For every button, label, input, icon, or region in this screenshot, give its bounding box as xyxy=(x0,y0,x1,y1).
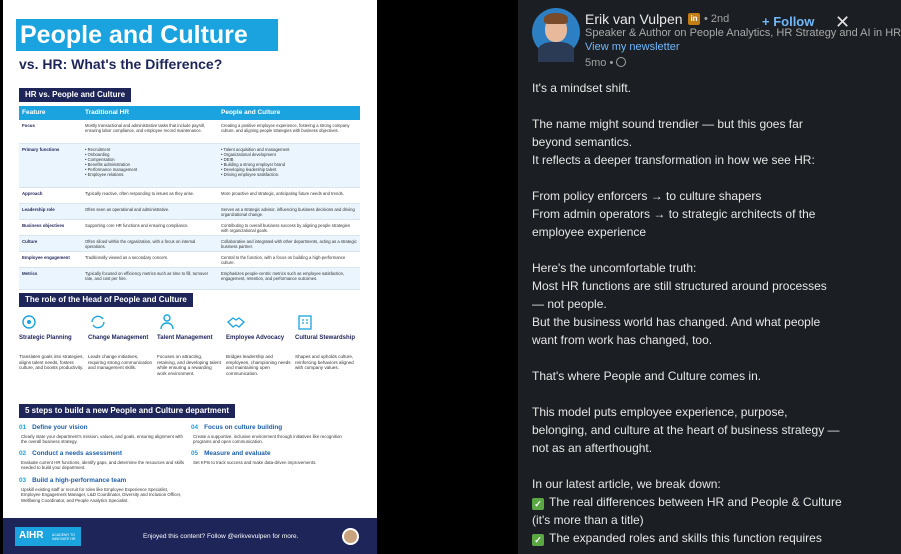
comparison-table xyxy=(19,106,360,290)
table-row xyxy=(19,252,360,268)
gear-head-icon xyxy=(19,312,39,332)
checklist-item xyxy=(532,529,842,547)
step-title-text: Define your vision xyxy=(32,424,88,431)
role-item xyxy=(19,312,88,376)
row-people-culture: Collaborative and integrated with other departments, acting as a strategic business partner. xyxy=(221,239,357,249)
row-people-culture: Contributing to overall business success by aligning people strategies with organizational goals. xyxy=(221,223,350,233)
header-feature: Feature xyxy=(22,109,46,116)
role-title: Strategic Planning xyxy=(19,335,72,341)
role-description: Bridges leadership and employees, championing needs and maintaining open communication. xyxy=(226,354,291,376)
cycle-icon xyxy=(88,312,108,332)
follow-button[interactable]: + Follow xyxy=(762,14,815,29)
paragraph-gap xyxy=(532,241,842,259)
role-item xyxy=(88,312,157,376)
role-title: Change Management xyxy=(88,335,149,341)
steps-heading: 5 steps to build a new People and Culture department xyxy=(19,404,235,418)
role-description: Focuses on attracting, retaining, and developing talent while ensuring a rewarding work environment. xyxy=(157,354,221,376)
post-time xyxy=(585,57,626,69)
logo-tagline: ACADEMY TO INNOVATE HR xyxy=(52,533,76,541)
paragraph-gap xyxy=(532,97,842,115)
post-paragraph: That's where People and Culture comes in. xyxy=(532,369,762,383)
step-item xyxy=(19,424,187,445)
row-feature: Business objectives xyxy=(22,223,65,228)
role-description: Leads change initiatives, requiring strong communication and management skills. xyxy=(88,354,153,371)
title-banner xyxy=(16,19,278,51)
row-traditional-hr: Mostly transactional and administrative tasks that include payroll, ensuring labor compliance, and employee record maintenance. xyxy=(85,123,206,133)
infographic-title: People and Culture xyxy=(20,21,248,49)
role-description: Shapes and upholds culture, reinforcing behaviors aligned with company values. xyxy=(295,354,354,371)
author-name[interactable]: Erik van Vulpen xyxy=(585,11,683,27)
connection-degree: • 2nd xyxy=(704,13,730,25)
step-number: 03 xyxy=(19,477,27,484)
step-title-text: Focus on culture building xyxy=(204,424,283,431)
row-people-culture: Emphasizes people-centric metrics such as employee satisfaction, engagement, retention, and performance outcomes. xyxy=(221,271,345,281)
step-item xyxy=(19,477,187,503)
roles-list xyxy=(19,312,364,376)
role-description: Translates goals into strategies, aligns talent needs, fosters culture, and boosts productivity. xyxy=(19,354,84,371)
building-icon xyxy=(295,312,315,332)
step-description: Evaluate current HR functions, identify gaps, and determine the resources and skills needed to build your department. xyxy=(21,460,185,471)
step-title xyxy=(19,424,187,431)
table-header-row xyxy=(19,106,360,120)
post-paragraph: Here's the uncomfortable truth: Most HR functions are still structured around processes — not people. But the business world has changed. And what people want from work has changed, too. xyxy=(532,261,827,347)
checklist-item xyxy=(532,493,842,529)
header-traditional-hr: Traditional HR xyxy=(85,109,130,116)
paragraph-gap xyxy=(532,457,842,475)
step-description: Clearly state your department's mission, values, and goals, ensuring alignment with the overall business strategy. xyxy=(21,434,183,445)
role-item xyxy=(295,312,364,376)
row-people-culture: Creating a positive employee experience, fostering a strong company culture, and aligning people strategies with business objectives. xyxy=(221,123,350,133)
globe-icon xyxy=(616,57,626,67)
step-description: Create a supportive, inclusive environment through initiatives like recognition programs and open communication. xyxy=(193,434,342,445)
step-number: 02 xyxy=(19,450,27,457)
role-item xyxy=(157,312,226,376)
checklist-text: The expanded roles and skills this function requires xyxy=(549,531,822,545)
row-people-culture: Central to the function, with a focus on building a high-performance culture. xyxy=(221,255,346,265)
row-people-culture: • Talent acquisition and management • Organizational development • DEIB • Building a strong employer brand • Developing leadership talent • Driving employee satisfaction. xyxy=(221,147,290,177)
step-number: 05 xyxy=(191,450,199,457)
step-number: 04 xyxy=(191,424,199,431)
step-title xyxy=(19,477,187,484)
table-row xyxy=(19,144,360,188)
table-row xyxy=(19,220,360,236)
step-description: Set KPIs to track success and make data-driven improvements. xyxy=(193,460,317,465)
post-paragraph: In our latest article, we break down: xyxy=(532,477,721,491)
row-people-culture: Serves as a strategic advisor, influencing business decisions and driving organizational change. xyxy=(221,207,355,217)
table-row xyxy=(19,204,360,220)
row-traditional-hr: • Recruitment • Onboarding • Compensation • Benefits administration • Performance management • Employee relations. xyxy=(85,147,138,177)
linkedin-premium-icon: in xyxy=(688,13,700,25)
table-heading: HR vs. People and Culture xyxy=(19,88,131,102)
checkmark-icon: ✓ xyxy=(532,534,544,546)
row-feature: Approach xyxy=(22,191,43,196)
post-side-panel xyxy=(518,0,901,554)
row-people-culture: More proactive and strategic, anticipating future needs and trends. xyxy=(221,191,344,196)
post-time-text: 5mo • xyxy=(585,57,614,69)
aihr-logo xyxy=(15,527,81,546)
footer-avatar xyxy=(342,528,359,545)
step-title-text: Conduct a needs assessment xyxy=(32,450,122,457)
handshake-icon xyxy=(226,312,246,332)
row-feature: Focus xyxy=(22,123,35,128)
step-title xyxy=(19,450,187,457)
row-traditional-hr: Often siloed within the organization, with a focus on internal operations. xyxy=(85,239,196,249)
infographic-subtitle: vs. HR: What's the Difference? xyxy=(19,56,223,72)
author-headline: Speaker & Author on People Analytics, HR Strategy and AI in HR xyxy=(585,27,901,39)
step-title-text: Measure and evaluate xyxy=(204,450,271,457)
table-row xyxy=(19,268,360,290)
author-avatar[interactable] xyxy=(532,8,580,56)
table-row xyxy=(19,120,360,144)
post-paragraph: From policy enforcers → to culture shapers From admin operators → to strategic architects of the employee experience xyxy=(532,189,816,239)
row-feature: Metrics xyxy=(22,271,38,276)
paragraph-gap xyxy=(532,169,842,187)
row-feature: Primary functions xyxy=(22,147,60,152)
infographic-footer xyxy=(3,518,377,554)
row-traditional-hr: Supporting core HR functions and ensuring compliance. xyxy=(85,223,189,228)
step-item xyxy=(19,450,187,471)
checklist-text: The real differences between HR and People & Culture (it's more than a title) xyxy=(532,495,842,527)
post-paragraph: The name might sound trendier — but this goes far beyond semantics. It reflects a deeper transformation in how we see HR: xyxy=(532,117,815,167)
logo-text: AIHR xyxy=(19,530,44,541)
role-title: Talent Management xyxy=(157,335,213,341)
post-paragraph: This model puts employee experience, purpose, belonging, and culture at the heart of business strategy — not as an afterthought. xyxy=(532,405,840,455)
row-feature: Leadership role xyxy=(22,207,55,212)
infographic xyxy=(3,0,377,554)
row-feature: Employee engagement xyxy=(22,255,70,260)
header-people-culture: People and Culture xyxy=(221,109,281,116)
row-traditional-hr: Typically focused on efficiency metrics such as time to fill, turnover rate, and cost per hire. xyxy=(85,271,209,281)
step-number: 01 xyxy=(19,424,27,431)
view-newsletter-link[interactable]: View my newsletter xyxy=(585,41,680,53)
row-traditional-hr: Typically reactive, often responding to issues as they arise. xyxy=(85,191,195,196)
close-icon[interactable]: ✕ xyxy=(835,12,851,32)
step-item xyxy=(191,424,359,445)
role-title: Cultural Stewardship xyxy=(295,335,356,341)
step-description: Upskill existing staff or recruit for roles like Employee Experience Specialist, Employee Engagement Manager, L&D Coordinator, Diversity and Inclusion Officer, Wellbeing Coordinator, and People Analytics Specialist. xyxy=(21,487,182,503)
step-title-text: Build a high-performance team xyxy=(32,477,127,484)
role-title: Employee Advocacy xyxy=(226,335,285,341)
row-traditional-hr: Traditionally viewed as a secondary concern. xyxy=(85,255,169,260)
roles-heading: The role of the Head of People and Culture xyxy=(19,293,193,307)
table-row xyxy=(19,188,360,204)
step-item xyxy=(191,450,359,465)
role-item xyxy=(226,312,295,376)
step-title xyxy=(191,450,359,457)
paragraph-gap xyxy=(532,349,842,367)
table-row xyxy=(19,236,360,252)
row-traditional-hr: Often seen as operational and administrative. xyxy=(85,207,170,212)
footer-text: Enjoyed this content? Follow @erikvevulpen for more. xyxy=(143,533,299,540)
checkmark-icon: ✓ xyxy=(532,498,544,510)
step-title xyxy=(191,424,359,431)
post-paragraph: It's a mindset shift. xyxy=(532,81,631,95)
post-body xyxy=(532,79,842,547)
person-star-icon xyxy=(157,312,177,332)
paragraph-gap xyxy=(532,385,842,403)
row-feature: Culture xyxy=(22,239,38,244)
